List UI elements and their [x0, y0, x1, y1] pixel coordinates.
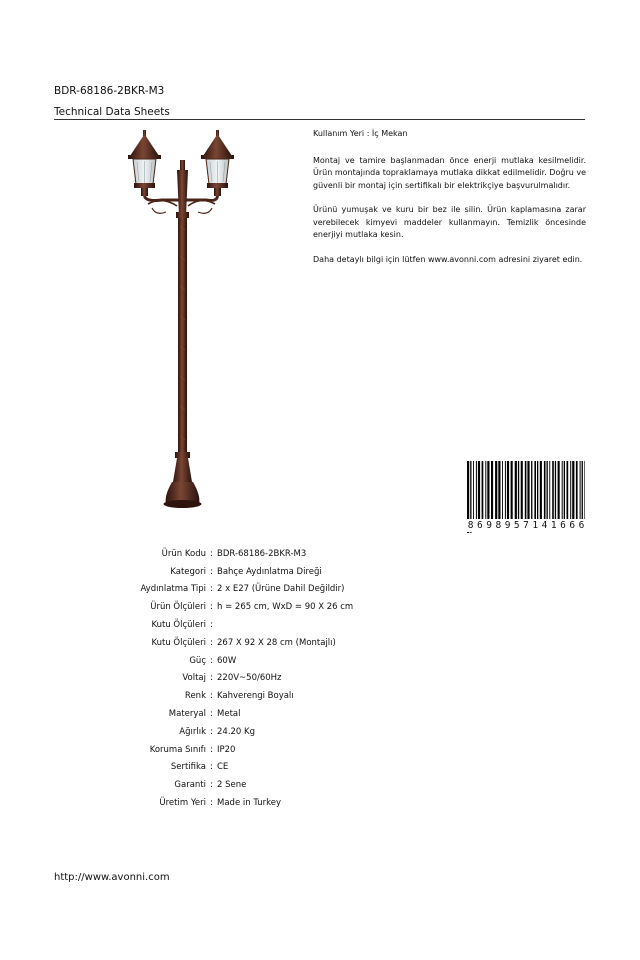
barcode-bar	[473, 461, 474, 521]
product-info-text	[313, 128, 586, 278]
spec-row	[110, 794, 353, 812]
garden-lamp-post-image	[122, 126, 246, 510]
barcode-digit: 4	[541, 520, 548, 531]
spec-row	[110, 687, 353, 705]
barcode-digit: 6	[578, 520, 585, 531]
website-paragraph: Daha detaylı bilgi için lütfen www.avonni.com adresini ziyaret edin.	[313, 254, 583, 264]
spec-separator: :	[210, 548, 213, 559]
spec-row	[110, 759, 353, 777]
spec-value: 2 x E27 (Ürüne Dahil Değildir)	[217, 584, 345, 595]
right-lantern	[201, 130, 234, 196]
document-subtitle: Technical Data Sheets	[54, 106, 170, 118]
barcode-digit: 9	[504, 520, 511, 531]
spec-value: 220V~50/60Hz	[217, 673, 282, 684]
barcode-digit: 1	[532, 520, 539, 531]
spec-label: Renk	[184, 691, 206, 702]
barcode-bar	[572, 461, 574, 521]
barcode-digit: 6	[569, 520, 576, 531]
spec-separator: :	[210, 602, 213, 613]
barcode-bar	[562, 461, 563, 521]
spec-separator: :	[210, 762, 213, 773]
usage-location: Kullanım Yeri : İç Mekan	[313, 129, 408, 138]
spec-separator: :	[210, 620, 213, 631]
barcode-number	[466, 519, 586, 532]
spec-label: Aydınlatma Tipi	[140, 584, 206, 595]
barcode-bar	[487, 461, 489, 521]
spec-separator: :	[210, 709, 213, 720]
spec-label: Kutu Ölçüleri	[151, 637, 206, 648]
barcode-digit: 8	[467, 520, 474, 531]
barcode-bar	[567, 461, 569, 521]
spec-separator: :	[210, 673, 213, 684]
spec-label: Sertifika	[170, 762, 206, 773]
spec-value: Metal	[217, 709, 241, 720]
spec-separator: :	[210, 637, 213, 648]
product-code-title: BDR-68186-2BKR-M3	[54, 85, 165, 97]
spec-row	[110, 581, 353, 599]
barcode-bar	[515, 461, 517, 521]
barcode-bar	[540, 461, 542, 521]
spec-row	[110, 634, 353, 652]
spec-row	[110, 741, 353, 759]
spec-value: IP20	[217, 744, 236, 755]
spec-row	[110, 652, 353, 670]
spec-row	[110, 776, 353, 794]
spec-label: Koruma Sınıfı	[149, 744, 206, 755]
document-header	[54, 84, 586, 119]
spec-separator: :	[210, 726, 213, 737]
spec-label: Kutu Ölçüleri	[151, 620, 206, 631]
barcode-bar	[552, 461, 554, 521]
lamp-pole	[164, 160, 202, 508]
spec-value: h = 265 cm, WxD = 90 X 26 cm	[217, 602, 354, 613]
barcode-bar	[511, 461, 513, 521]
spec-separator: :	[210, 584, 213, 595]
spec-label: Garanti	[174, 780, 206, 791]
spec-label: Güç	[189, 655, 206, 666]
safety-paragraph: Montaj ve tamire başlanmadan önce enerji mutlaka kesilmelidir. Ürün montajında topraklamaya mutlaka dikkat edilmelidir. Doğru ve güvenli bir montaj için sertifikalı bir elektrikçiye başvurulmalıdır.	[313, 155, 586, 190]
barcode-bar	[527, 461, 529, 521]
spec-row	[110, 670, 353, 688]
spec-value: 2 Sene	[217, 780, 247, 791]
footer-url: http://www.avonni.com	[54, 872, 170, 883]
barcode-bar	[584, 461, 585, 521]
barcode-bar	[525, 461, 527, 521]
barcode-bar	[507, 461, 509, 521]
barcode-bar	[478, 461, 480, 521]
barcode-bar	[576, 461, 578, 521]
spec-row	[110, 705, 353, 723]
spec-label: Materyal	[168, 709, 206, 720]
barcode-bar	[521, 461, 523, 521]
spec-separator: :	[210, 780, 213, 791]
spec-value: Kahverengi Boyalı	[217, 691, 294, 702]
spec-label: Ürün Kodu	[161, 548, 206, 559]
spec-row	[110, 616, 353, 634]
spec-row	[110, 723, 353, 741]
spec-separator: :	[210, 744, 213, 755]
barcode-bar	[531, 461, 532, 521]
cleaning-paragraph: Ürünü yumuşak ve kuru bir bez ile silin. Ürün kaplamasına zarar verebilecek kimyevi maddeler kullanmayın. Temizlik öncesinde enerjiyi mutlaka kesin.	[313, 205, 586, 239]
spec-label: Ürün Ölçüleri	[150, 602, 206, 613]
spec-separator: :	[210, 798, 213, 809]
barcode-bar	[534, 461, 536, 521]
spec-row	[110, 598, 353, 616]
spec-separator: :	[210, 566, 213, 577]
spec-label: Voltaj	[182, 673, 206, 684]
spec-value: 24.20 Kg	[217, 726, 256, 737]
spec-row	[110, 563, 353, 581]
barcode-bar	[558, 461, 560, 521]
spec-value: Made in Turkey	[217, 798, 281, 809]
spec-value: 60W	[217, 655, 237, 666]
spec-label: Ağırlık	[179, 726, 206, 737]
barcode-bar	[580, 461, 581, 521]
barcode-digit: 6	[560, 520, 566, 531]
barcode-digit: 7	[523, 520, 529, 531]
barcode-digit: 9	[486, 520, 492, 531]
spec-row	[110, 545, 353, 563]
barcode-bar	[555, 461, 556, 521]
barcode-bar	[564, 461, 565, 521]
barcode-bar	[485, 461, 486, 521]
left-lantern	[128, 130, 161, 196]
barcode-bar	[476, 461, 477, 521]
barcode-bar	[544, 461, 546, 521]
barcode-digit: 1	[550, 520, 557, 531]
barcode-bar	[549, 461, 550, 521]
barcode-bar	[537, 461, 538, 521]
spec-value: Bahçe Aydınlatma Direği	[217, 566, 322, 577]
specifications-table	[110, 545, 353, 812]
barcode-bar	[491, 461, 493, 521]
barcode-bar	[582, 461, 583, 521]
spec-separator: :	[210, 691, 213, 702]
barcode-bar	[570, 461, 571, 521]
spec-separator: :	[210, 655, 213, 666]
spec-value: 267 X 92 X 28 cm (Montajlı)	[217, 637, 336, 648]
spec-label: Üretim Yeri	[159, 798, 206, 809]
barcode-bar	[502, 461, 503, 521]
header-divider	[54, 119, 585, 120]
barcode-bar	[505, 461, 506, 521]
barcode-bar	[498, 461, 500, 521]
barcode-digit: 8	[495, 520, 502, 531]
barcode-bar	[482, 461, 484, 521]
barcode-bar	[547, 461, 548, 521]
spec-label: Kategori	[170, 566, 206, 577]
spec-value: CE	[217, 762, 229, 773]
spec-value: BDR-68186-2BKR-M3	[217, 548, 307, 559]
barcode-bar	[495, 461, 497, 521]
barcode-bar	[518, 461, 519, 521]
barcode-digit: 5	[513, 520, 520, 531]
barcode-digit: 6	[476, 520, 483, 531]
